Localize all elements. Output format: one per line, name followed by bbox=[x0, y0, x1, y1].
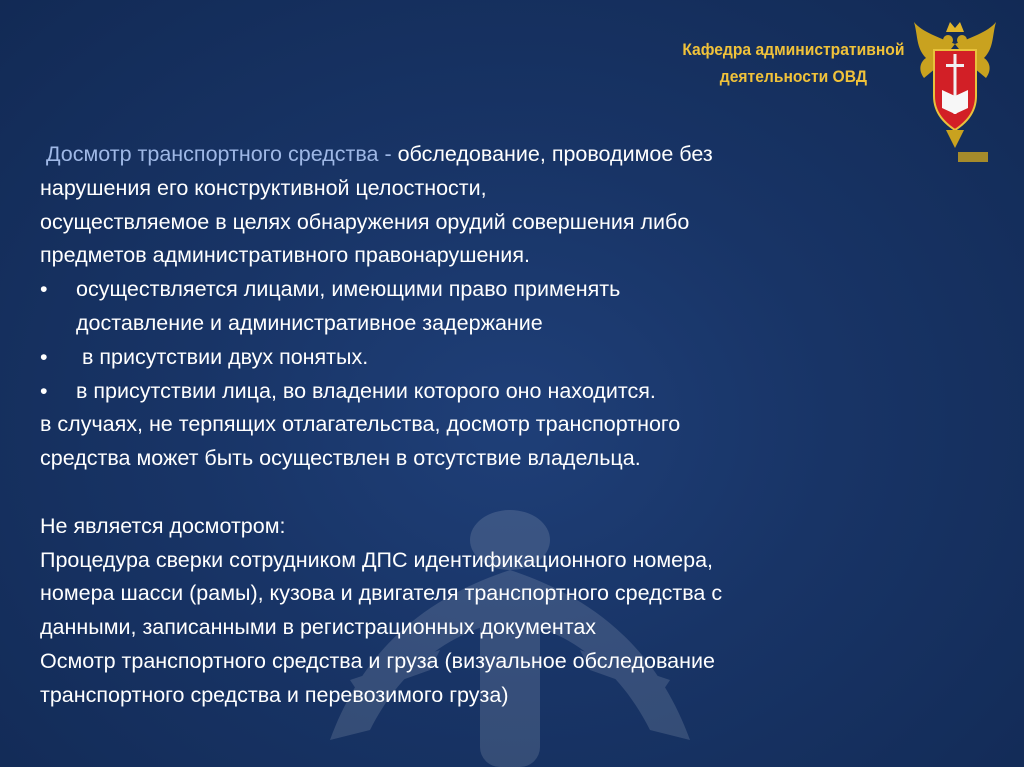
bullet-item bbox=[40, 273, 1000, 341]
bullet-text: доставление и административное задержание bbox=[76, 310, 543, 335]
bullet-text: в присутствии лица, во владении которого оно находится. bbox=[76, 378, 656, 403]
not-inspection-line: Осмотр транспортного средства и груза (визуальное обследование bbox=[40, 648, 715, 673]
not-inspection-title: Не является досмотром: bbox=[40, 513, 286, 538]
note-line: средства может быть осуществлен в отсутствие владельца. bbox=[40, 446, 641, 471]
definition-line: нарушения его конструктивной целостности, bbox=[40, 175, 487, 200]
bullet-item bbox=[40, 341, 1000, 375]
bullet-marker: • bbox=[40, 344, 48, 369]
not-inspection-line: Процедура сверки сотрудником ДПС идентификационного номера, bbox=[40, 547, 713, 572]
bullet-marker: • bbox=[40, 378, 48, 403]
term-dash: - bbox=[378, 142, 398, 166]
spacer bbox=[40, 476, 1000, 510]
main-content bbox=[40, 138, 1000, 713]
bullet-text: в присутствии двух понятых. bbox=[76, 344, 369, 369]
definition-text: обследование, проводимое без bbox=[397, 142, 713, 166]
not-inspection-line: номера шасси (рамы), кузова и двигателя транспортного средства с bbox=[40, 581, 723, 606]
department-header bbox=[682, 36, 904, 90]
definition-line: предметов административного правонарушения. bbox=[40, 243, 530, 268]
not-inspection-line: данными, записанными в регистрационных документах bbox=[40, 615, 597, 640]
note-line: в случаях, не терпящих отлагательства, досмотр транспортного bbox=[40, 412, 681, 437]
department-line-2: деятельности ОВД bbox=[719, 67, 867, 86]
bullet-text: осуществляется лицами, имеющими право применять bbox=[76, 277, 621, 302]
definition-first-line bbox=[40, 138, 1000, 172]
defined-term: Досмотр транспортного средства bbox=[45, 142, 379, 166]
definition-line: осуществляемое в целях обнаружения орудий совершения либо bbox=[40, 209, 690, 234]
bullet-marker: • bbox=[40, 277, 48, 302]
bullet-item bbox=[40, 375, 1000, 409]
department-line-1: Кафедра административной bbox=[681, 40, 904, 59]
not-inspection-line: транспортного средства и перевозимого груза) bbox=[40, 682, 509, 707]
